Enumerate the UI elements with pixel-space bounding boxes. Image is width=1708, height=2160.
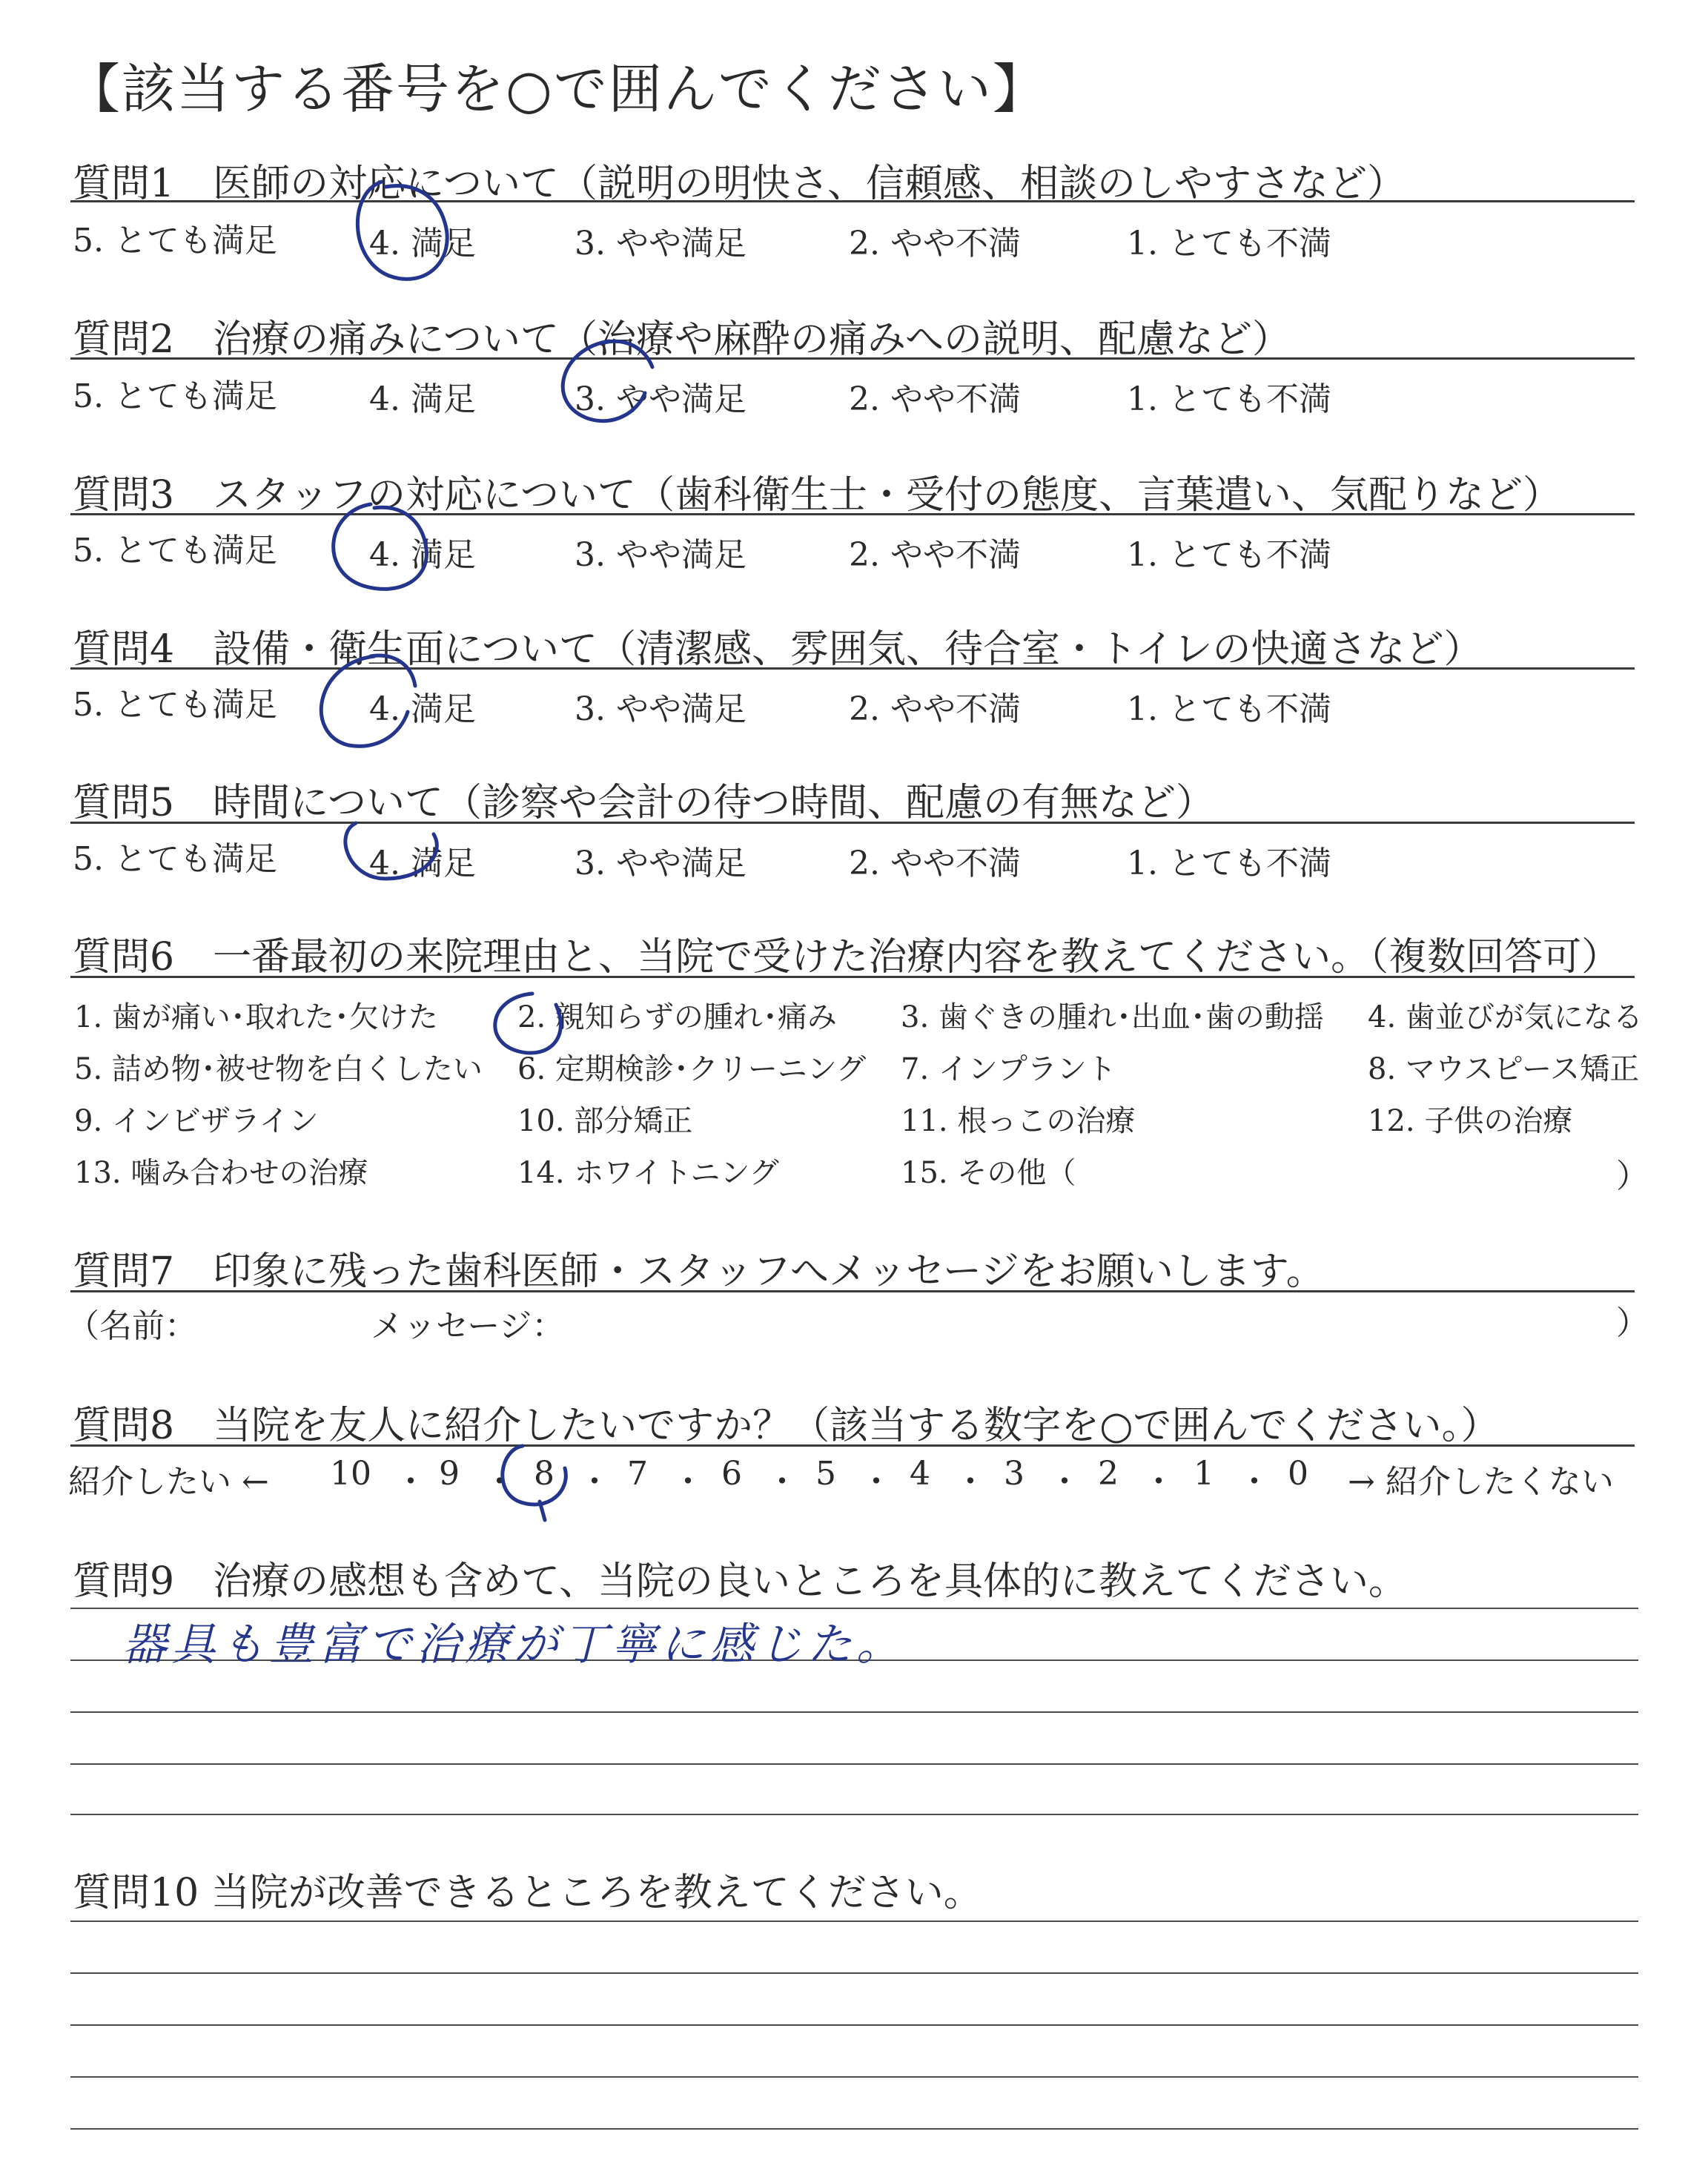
q7-message-label[interactable]: メッセージ：	[371, 1307, 565, 1345]
q2-option-4[interactable]: 4. 満足	[369, 380, 476, 418]
question-7-underline	[70, 1290, 1635, 1292]
q8-separator-dot: ・	[578, 1463, 611, 1501]
q10-answer-line	[70, 1920, 1638, 1922]
q8-scale-6[interactable]: 6	[721, 1455, 742, 1493]
question-8-label: 質問8 当院を友人に紹介したいですか？（該当する数字を○で囲んでください。）	[73, 1404, 1500, 1448]
q4-option-5[interactable]: 5. とても満足	[73, 686, 277, 724]
question-6-underline	[70, 976, 1635, 978]
q6-option-7[interactable]: 7. インプラント	[901, 1052, 1116, 1086]
q1-option-4[interactable]: 4. 満足	[369, 225, 476, 262]
q8-separator-dot: ・	[860, 1463, 893, 1501]
q8-separator-dot: ・	[394, 1463, 427, 1501]
q1-option-3[interactable]: 3. やや満足	[575, 225, 747, 262]
q10-answer-line	[70, 2128, 1638, 2130]
q8-scale-7[interactable]: 7	[627, 1455, 648, 1493]
question-6-label: 質問6 一番最初の来院理由と、当院で受けた治療内容を教えてください。（複数回答可）	[73, 935, 1621, 980]
q8-separator-dot: ・	[1142, 1463, 1175, 1501]
q4-option-2[interactable]: 2. やや不満	[849, 690, 1021, 728]
q4-option-3[interactable]: 3. やや満足	[575, 690, 747, 728]
q8-scale-1[interactable]: 1	[1194, 1455, 1214, 1493]
q6-option-13[interactable]: 13. 噛み合わせの治療	[74, 1156, 368, 1190]
q8-scale-4[interactable]: 4	[910, 1455, 930, 1493]
q4-option-4[interactable]: 4. 満足	[369, 690, 476, 728]
q6-option-15[interactable]: 15. その他（	[901, 1156, 1076, 1190]
question-7-label: 質問7 印象に残った歯科医師・スタッフへメッセージをお願いします。	[73, 1249, 1325, 1294]
q8-right-label: → 紹介したくない	[1348, 1463, 1614, 1501]
q6-option-11[interactable]: 11. 根っこの治療	[901, 1104, 1136, 1138]
q8-separator-dot: ・	[1048, 1463, 1081, 1501]
q8-separator-dot: ・	[672, 1463, 704, 1501]
q2-option-2[interactable]: 2. やや不満	[849, 380, 1021, 418]
q9-answer-line	[70, 1711, 1638, 1713]
q6-option-12[interactable]: 12. 子供の治療	[1368, 1104, 1573, 1138]
form-title: 【該当する番号を○で囲んでください】	[67, 58, 1047, 120]
q6-option-1[interactable]: 1. 歯が痛い･取れた･欠けた	[74, 1000, 438, 1034]
q8-scale-0[interactable]: 0	[1288, 1455, 1308, 1493]
q3-option-5[interactable]: 5. とても満足	[73, 532, 277, 569]
q6-other-close-paren: ）	[1616, 1157, 1649, 1195]
question-10-label: 質問10 当院が改善できるところを教えてください。	[73, 1871, 982, 1915]
q5-option-2[interactable]: 2. やや不満	[849, 845, 1021, 882]
q8-scale-5[interactable]: 5	[815, 1455, 836, 1493]
question-3-underline	[70, 513, 1635, 515]
question-4-underline	[70, 667, 1635, 670]
q10-answer-line	[70, 2076, 1638, 2078]
q10-answer-line	[70, 2024, 1638, 2026]
q8-left-label: 紹介したい ←	[68, 1463, 269, 1501]
q9-handwritten-answer[interactable]: 器具も豊富で治療が丁寧に感じた。	[122, 1619, 905, 1671]
q4-option-1[interactable]: 1. とても不満	[1127, 690, 1331, 728]
q5-option-5[interactable]: 5. とても満足	[73, 840, 277, 878]
question-5-label: 質問5 時間について（診察や会計の待つ時間、配慮の有無など）	[73, 781, 1215, 825]
q8-separator-dot: ・	[766, 1463, 798, 1501]
q8-scale-9[interactable]: 9	[439, 1455, 460, 1493]
q1-option-1[interactable]: 1. とても不満	[1127, 225, 1331, 262]
q6-option-9[interactable]: 9. インビザライン	[74, 1104, 319, 1138]
q9-answer-line	[70, 1814, 1638, 1815]
question-3-label: 質問3 スタッフの対応について（歯科衛生士・受付の態度、言葉遣い、気配りなど）	[73, 473, 1562, 518]
question-1-underline	[70, 200, 1635, 202]
question-9-label: 質問9 治療の感想も含めて、当院の良いところを具体的に教えてください。	[73, 1559, 1408, 1604]
q6-option-6[interactable]: 6. 定期検診･クリーニング	[517, 1052, 867, 1086]
q6-option-5[interactable]: 5. 詰め物･被せ物を白くしたい	[74, 1052, 483, 1086]
q10-answer-line	[70, 1972, 1638, 1974]
question-8-underline	[70, 1444, 1635, 1447]
q2-option-1[interactable]: 1. とても不満	[1127, 380, 1331, 418]
q1-option-5[interactable]: 5. とても満足	[73, 222, 277, 260]
q8-separator-dot: ・	[954, 1463, 987, 1501]
q6-option-3[interactable]: 3. 歯ぐきの腫れ･出血･歯の動揺	[901, 1000, 1324, 1034]
q8-scale-2[interactable]: 2	[1098, 1455, 1119, 1493]
q6-option-8[interactable]: 8. マウスピース矯正	[1368, 1052, 1640, 1086]
q3-option-1[interactable]: 1. とても不満	[1127, 536, 1331, 574]
q1-option-2[interactable]: 2. やや不満	[849, 225, 1021, 262]
q3-option-2[interactable]: 2. やや不満	[849, 536, 1021, 574]
question-2-underline	[70, 357, 1635, 360]
q5-option-1[interactable]: 1. とても不満	[1127, 845, 1331, 882]
q6-option-10[interactable]: 10. 部分矯正	[517, 1104, 693, 1138]
question-5-underline	[70, 822, 1635, 824]
q8-scale-10[interactable]: 10	[330, 1455, 371, 1493]
q2-option-3[interactable]: 3. やや満足	[575, 380, 747, 418]
question-2-label: 質問2 治療の痛みについて（治療や麻酔の痛みへの説明、配慮など）	[73, 317, 1291, 362]
q8-separator-dot: ・	[1238, 1463, 1271, 1501]
q8-separator-dot: ・	[483, 1463, 516, 1501]
q7-name-label[interactable]: （名前：	[67, 1307, 197, 1345]
q3-option-3[interactable]: 3. やや満足	[575, 536, 747, 574]
q2-option-5[interactable]: 5. とても満足	[73, 377, 277, 415]
q8-scale-8[interactable]: 8	[534, 1455, 555, 1493]
q3-option-4[interactable]: 4. 満足	[369, 536, 476, 574]
question-4-label: 質問4 設備・衛生面について（清潔感、雰囲気、待合室・トイレの快適さなど）	[73, 627, 1483, 672]
q6-option-2[interactable]: 2. 親知らずの腫れ･痛み	[517, 1000, 837, 1034]
q5-option-4[interactable]: 4. 満足	[369, 845, 476, 882]
q7-close-paren: ）	[1616, 1304, 1649, 1342]
q6-option-4[interactable]: 4. 歯並びが気になる	[1368, 1000, 1643, 1034]
q9-answer-line	[70, 1763, 1638, 1765]
q6-option-14[interactable]: 14. ホワイトニング	[517, 1156, 779, 1190]
question-1-label: 質問1 医師の対応について（説明の明快さ、信頼感、相談のしやすさなど）	[73, 162, 1406, 206]
q8-scale-3[interactable]: 3	[1004, 1455, 1025, 1493]
q5-option-3[interactable]: 3. やや満足	[575, 845, 747, 882]
